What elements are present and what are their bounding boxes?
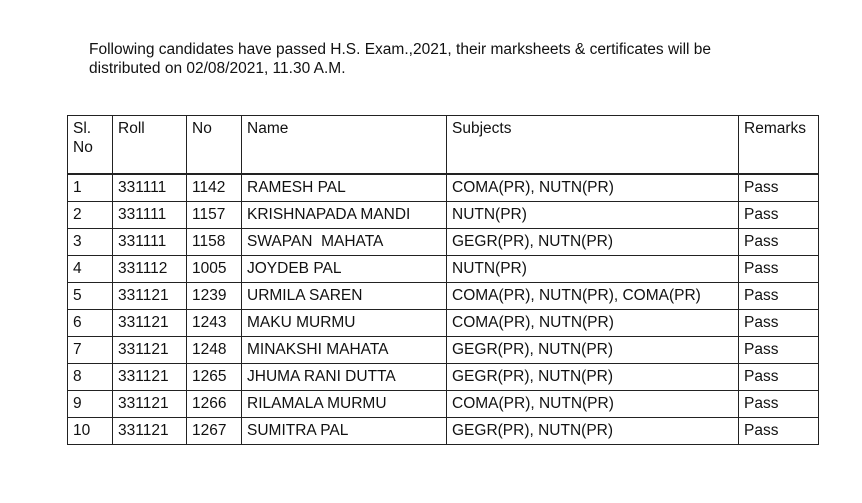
cell-subjects: GEGR(PR), NUTN(PR): [447, 418, 739, 445]
header-subjects: Subjects: [447, 116, 739, 175]
cell-remarks: Pass: [739, 229, 819, 256]
cell-remarks: Pass: [739, 202, 819, 229]
cell-roll: 331111: [113, 174, 187, 202]
cell-roll: 331121: [113, 364, 187, 391]
cell-no: 1005: [187, 256, 242, 283]
cell-roll: 331121: [113, 310, 187, 337]
notice-line-2: distributed on 02/08/2021, 11.30 A.M.: [89, 60, 346, 77]
cell-remarks: Pass: [739, 174, 819, 202]
cell-name: SWAPAN MAHATA: [242, 229, 447, 256]
cell-subjects: NUTN(PR): [447, 256, 739, 283]
header-sl-no: [68, 116, 113, 175]
cell-roll: 331121: [113, 391, 187, 418]
header-no: No: [187, 116, 242, 175]
cell-subjects: COMA(PR), NUTN(PR): [447, 174, 739, 202]
cell-remarks: Pass: [739, 364, 819, 391]
cell-sl: 5: [68, 283, 113, 310]
header-row: [68, 116, 819, 175]
cell-name: RILAMALA MURMU: [242, 391, 447, 418]
cell-roll: 331112: [113, 256, 187, 283]
cell-no: 1267: [187, 418, 242, 445]
cell-remarks: Pass: [739, 391, 819, 418]
header-name: Name: [242, 116, 447, 175]
table-row: [68, 283, 819, 310]
table-row: [68, 364, 819, 391]
cell-no: 1265: [187, 364, 242, 391]
cell-no: 1142: [187, 174, 242, 202]
cell-sl: 2: [68, 202, 113, 229]
cell-subjects: GEGR(PR), NUTN(PR): [447, 364, 739, 391]
cell-sl: 6: [68, 310, 113, 337]
cell-subjects: COMA(PR), NUTN(PR): [447, 391, 739, 418]
cell-subjects: COMA(PR), NUTN(PR), COMA(PR): [447, 283, 739, 310]
table-row: [68, 202, 819, 229]
cell-remarks: Pass: [739, 337, 819, 364]
cell-sl: 1: [68, 174, 113, 202]
cell-no: 1248: [187, 337, 242, 364]
cell-sl: 3: [68, 229, 113, 256]
cell-subjects: GEGR(PR), NUTN(PR): [447, 229, 739, 256]
table-row: [68, 391, 819, 418]
header-roll: Roll: [113, 116, 187, 175]
cell-subjects: GEGR(PR), NUTN(PR): [447, 337, 739, 364]
table-row: [68, 229, 819, 256]
table-row: [68, 174, 819, 202]
cell-remarks: Pass: [739, 283, 819, 310]
cell-name: SUMITRA PAL: [242, 418, 447, 445]
cell-subjects: NUTN(PR): [447, 202, 739, 229]
cell-no: 1158: [187, 229, 242, 256]
header-sl-line1: Sl.: [73, 120, 92, 137]
cell-name: MINAKSHI MAHATA: [242, 337, 447, 364]
results-table: [67, 115, 819, 445]
table-row: [68, 337, 819, 364]
cell-name: JHUMA RANI DUTTA: [242, 364, 447, 391]
header-sl-line2: No: [73, 139, 93, 156]
cell-remarks: Pass: [739, 256, 819, 283]
cell-roll: 331111: [113, 202, 187, 229]
table-row: [68, 418, 819, 445]
cell-sl: 4: [68, 256, 113, 283]
cell-name: URMILA SAREN: [242, 283, 447, 310]
header-remarks: Remarks: [739, 116, 819, 175]
cell-remarks: Pass: [739, 310, 819, 337]
cell-name: JOYDEB PAL: [242, 256, 447, 283]
notice-text: [89, 40, 809, 78]
cell-no: 1243: [187, 310, 242, 337]
cell-roll: 331121: [113, 283, 187, 310]
cell-roll: 331121: [113, 418, 187, 445]
cell-roll: 331121: [113, 337, 187, 364]
cell-sl: 8: [68, 364, 113, 391]
cell-remarks: Pass: [739, 418, 819, 445]
cell-name: MAKU MURMU: [242, 310, 447, 337]
notice-line-1: Following candidates have passed H.S. Exam.,2021, their marksheets & certificates will be: [89, 41, 712, 58]
table-row: [68, 310, 819, 337]
cell-sl: 7: [68, 337, 113, 364]
cell-no: 1239: [187, 283, 242, 310]
cell-sl: 10: [68, 418, 113, 445]
cell-no: 1157: [187, 202, 242, 229]
cell-sl: 9: [68, 391, 113, 418]
table-row: [68, 256, 819, 283]
cell-roll: 331111: [113, 229, 187, 256]
cell-subjects: COMA(PR), NUTN(PR): [447, 310, 739, 337]
cell-name: RAMESH PAL: [242, 174, 447, 202]
cell-name: KRISHNAPADA MANDI: [242, 202, 447, 229]
cell-no: 1266: [187, 391, 242, 418]
